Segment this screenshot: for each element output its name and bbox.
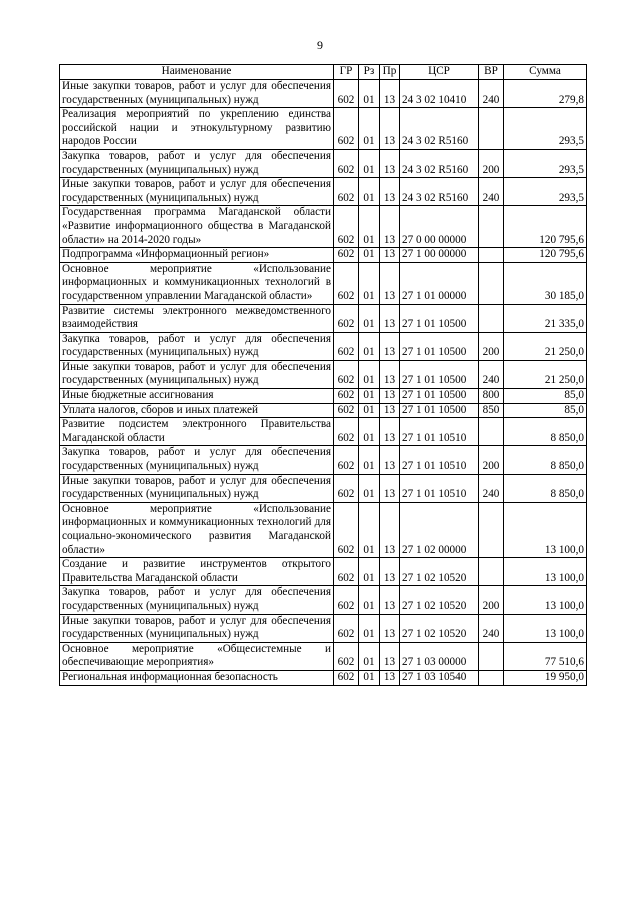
row-sum: 21 250,0 (504, 332, 587, 360)
row-name: Развитие подсистем электронного Правительства Магаданской области (60, 418, 334, 446)
row-rz: 01 (359, 360, 380, 388)
row-pr: 13 (380, 558, 400, 586)
row-rz: 01 (359, 502, 380, 557)
table-row (60, 642, 587, 670)
row-name: Закупка товаров, работ и услуг для обеспечения государственных (муниципальных) нужд (60, 446, 334, 474)
row-sum: 120 795,6 (504, 248, 587, 263)
row-name: Основное мероприятие «Использование информационных и коммуникационных технологий в государственном управлении Магаданской области» (60, 262, 334, 304)
row-name: Подпрограмма «Информационный регион» (60, 248, 334, 263)
row-vr: 240 (479, 80, 504, 108)
row-name: Закупка товаров, работ и услуг для обеспечения государственных (муниципальных) нужд (60, 149, 334, 177)
table-row (60, 446, 587, 474)
row-vr: 850 (479, 403, 504, 418)
table-row (60, 248, 587, 263)
row-csr: 27 1 01 10500 (400, 304, 479, 332)
row-sum: 13 100,0 (504, 502, 587, 557)
row-rz: 01 (359, 332, 380, 360)
table-row (60, 178, 587, 206)
table-row (60, 304, 587, 332)
row-vr (479, 206, 504, 248)
row-csr: 27 1 03 10540 (400, 670, 479, 685)
row-rz: 01 (359, 304, 380, 332)
budget-table (59, 64, 587, 686)
row-sum: 293,5 (504, 178, 587, 206)
row-name: Закупка товаров, работ и услуг для обеспечения государственных (муниципальных) нужд (60, 586, 334, 614)
row-csr: 24 3 02 R5160 (400, 178, 479, 206)
row-name: Основное мероприятие «Общесистемные и обеспечивающие мероприятия» (60, 642, 334, 670)
row-pr: 13 (380, 262, 400, 304)
row-vr: 800 (479, 389, 504, 404)
row-sum: 279,8 (504, 80, 587, 108)
row-vr (479, 248, 504, 263)
row-gr: 602 (334, 558, 359, 586)
row-name: Иные закупки товаров, работ и услуг для обеспечения государственных (муниципальных) нужд (60, 80, 334, 108)
row-sum: 85,0 (504, 403, 587, 418)
row-sum: 21 335,0 (504, 304, 587, 332)
table-row (60, 418, 587, 446)
row-csr: 27 1 01 10510 (400, 446, 479, 474)
row-name: Основное мероприятие «Использование информационных и коммуникационных технологий для социально-экономического развития Магаданской области» (60, 502, 334, 557)
row-vr (479, 502, 504, 557)
row-name: Иные закупки товаров, работ и услуг для обеспечения государственных (муниципальных) нужд (60, 474, 334, 502)
row-gr: 602 (334, 614, 359, 642)
row-csr: 27 0 00 00000 (400, 206, 479, 248)
table-row (60, 332, 587, 360)
row-vr (479, 558, 504, 586)
row-name: Иные закупки товаров, работ и услуг для обеспечения государственных (муниципальных) нужд (60, 614, 334, 642)
row-vr: 240 (479, 614, 504, 642)
row-vr: 200 (479, 332, 504, 360)
row-sum: 8 850,0 (504, 446, 587, 474)
row-vr (479, 418, 504, 446)
row-name: Государственная программа Магаданской области «Развитие информационного общества в Магаданской области» на 2014-2020 годы» (60, 206, 334, 248)
row-pr: 13 (380, 332, 400, 360)
header-pr: Пр (380, 65, 400, 80)
row-gr: 602 (334, 586, 359, 614)
table-row (60, 403, 587, 418)
row-pr: 13 (380, 389, 400, 404)
table-row (60, 206, 587, 248)
row-vr: 200 (479, 446, 504, 474)
row-rz: 01 (359, 474, 380, 502)
row-sum: 293,5 (504, 149, 587, 177)
row-name: Региональная информационная безопасность (60, 670, 334, 685)
row-csr: 27 1 01 10500 (400, 389, 479, 404)
row-vr: 240 (479, 474, 504, 502)
row-gr: 602 (334, 206, 359, 248)
row-gr: 602 (334, 262, 359, 304)
table-row (60, 474, 587, 502)
row-gr: 602 (334, 108, 359, 150)
row-csr: 24 3 02 R5160 (400, 108, 479, 150)
table-row (60, 558, 587, 586)
row-pr: 13 (380, 149, 400, 177)
row-sum: 30 185,0 (504, 262, 587, 304)
row-gr: 602 (334, 304, 359, 332)
row-gr: 602 (334, 80, 359, 108)
row-pr: 13 (380, 178, 400, 206)
row-pr: 13 (380, 614, 400, 642)
row-name: Иные бюджетные ассигнования (60, 389, 334, 404)
header-sum: Сумма (504, 65, 587, 80)
row-gr: 602 (334, 642, 359, 670)
row-gr: 602 (334, 248, 359, 263)
row-rz: 01 (359, 446, 380, 474)
row-csr: 27 1 01 10510 (400, 474, 479, 502)
table-row (60, 360, 587, 388)
row-csr: 24 3 02 10410 (400, 80, 479, 108)
header-gr: ГР (334, 65, 359, 80)
row-vr: 200 (479, 586, 504, 614)
row-rz: 01 (359, 670, 380, 685)
row-rz: 01 (359, 389, 380, 404)
row-gr: 602 (334, 418, 359, 446)
row-rz: 01 (359, 178, 380, 206)
row-sum: 8 850,0 (504, 418, 587, 446)
row-csr: 27 1 01 00000 (400, 262, 479, 304)
table-row (60, 262, 587, 304)
row-sum: 8 850,0 (504, 474, 587, 502)
table-row (60, 108, 587, 150)
row-pr: 13 (380, 80, 400, 108)
row-gr: 602 (334, 389, 359, 404)
table-row (60, 670, 587, 685)
row-sum: 13 100,0 (504, 586, 587, 614)
row-pr: 13 (380, 403, 400, 418)
row-pr: 13 (380, 248, 400, 263)
row-rz: 01 (359, 642, 380, 670)
row-rz: 01 (359, 403, 380, 418)
row-gr: 602 (334, 474, 359, 502)
row-csr: 27 1 02 10520 (400, 558, 479, 586)
row-sum: 19 950,0 (504, 670, 587, 685)
row-vr (479, 642, 504, 670)
row-sum: 293,5 (504, 108, 587, 150)
row-pr: 13 (380, 474, 400, 502)
row-rz: 01 (359, 614, 380, 642)
row-pr: 13 (380, 108, 400, 150)
row-gr: 602 (334, 446, 359, 474)
table-header-row (60, 65, 587, 80)
row-rz: 01 (359, 262, 380, 304)
row-csr: 27 1 01 10500 (400, 332, 479, 360)
row-csr: 27 1 01 10510 (400, 418, 479, 446)
row-gr: 602 (334, 178, 359, 206)
row-name: Создание и развитие инструментов открытого Правительства Магаданской области (60, 558, 334, 586)
row-rz: 01 (359, 558, 380, 586)
table-row (60, 614, 587, 642)
row-pr: 13 (380, 446, 400, 474)
table-row (60, 586, 587, 614)
row-sum: 85,0 (504, 389, 587, 404)
row-gr: 602 (334, 149, 359, 177)
row-pr: 13 (380, 670, 400, 685)
row-rz: 01 (359, 108, 380, 150)
table-row (60, 389, 587, 404)
row-csr: 27 1 03 00000 (400, 642, 479, 670)
row-rz: 01 (359, 248, 380, 263)
row-name: Иные закупки товаров, работ и услуг для обеспечения государственных (муниципальных) нужд (60, 360, 334, 388)
row-csr: 27 1 01 10500 (400, 360, 479, 388)
row-gr: 602 (334, 502, 359, 557)
table-body (60, 80, 587, 686)
row-vr (479, 108, 504, 150)
row-rz: 01 (359, 149, 380, 177)
row-pr: 13 (380, 360, 400, 388)
row-name: Развитие системы электронного межведомственного взаимодействия (60, 304, 334, 332)
row-pr: 13 (380, 586, 400, 614)
row-gr: 602 (334, 360, 359, 388)
row-gr: 602 (334, 403, 359, 418)
row-gr: 602 (334, 332, 359, 360)
row-csr: 27 1 02 10520 (400, 586, 479, 614)
row-name: Иные закупки товаров, работ и услуг для обеспечения государственных (муниципальных) нужд (60, 178, 334, 206)
row-csr: 27 1 00 00000 (400, 248, 479, 263)
row-vr: 240 (479, 178, 504, 206)
header-csr: ЦСР (400, 65, 479, 80)
row-sum: 21 250,0 (504, 360, 587, 388)
row-name: Закупка товаров, работ и услуг для обеспечения государственных (муниципальных) нужд (60, 332, 334, 360)
row-pr: 13 (380, 304, 400, 332)
row-rz: 01 (359, 586, 380, 614)
row-rz: 01 (359, 206, 380, 248)
row-vr: 240 (479, 360, 504, 388)
table-row (60, 149, 587, 177)
page-number: 9 (317, 38, 323, 52)
row-csr: 27 1 02 00000 (400, 502, 479, 557)
row-rz: 01 (359, 80, 380, 108)
row-sum: 13 100,0 (504, 558, 587, 586)
row-gr: 602 (334, 670, 359, 685)
row-sum: 77 510,6 (504, 642, 587, 670)
row-pr: 13 (380, 642, 400, 670)
row-pr: 13 (380, 502, 400, 557)
row-name: Реализация мероприятий по укреплению единства российской нации и этнокультурному развитию народов России (60, 108, 334, 150)
header-name: Наименование (60, 65, 334, 80)
row-pr: 13 (380, 206, 400, 248)
row-sum: 120 795,6 (504, 206, 587, 248)
row-vr (479, 670, 504, 685)
row-vr (479, 304, 504, 332)
table-row (60, 80, 587, 108)
row-rz: 01 (359, 418, 380, 446)
row-sum: 13 100,0 (504, 614, 587, 642)
row-csr: 27 1 01 10500 (400, 403, 479, 418)
table-row (60, 502, 587, 557)
row-csr: 24 3 02 R5160 (400, 149, 479, 177)
row-vr (479, 262, 504, 304)
row-pr: 13 (380, 418, 400, 446)
row-vr: 200 (479, 149, 504, 177)
header-vr: ВР (479, 65, 504, 80)
header-rz: Рз (359, 65, 380, 80)
row-csr: 27 1 02 10520 (400, 614, 479, 642)
row-name: Уплата налогов, сборов и иных платежей (60, 403, 334, 418)
